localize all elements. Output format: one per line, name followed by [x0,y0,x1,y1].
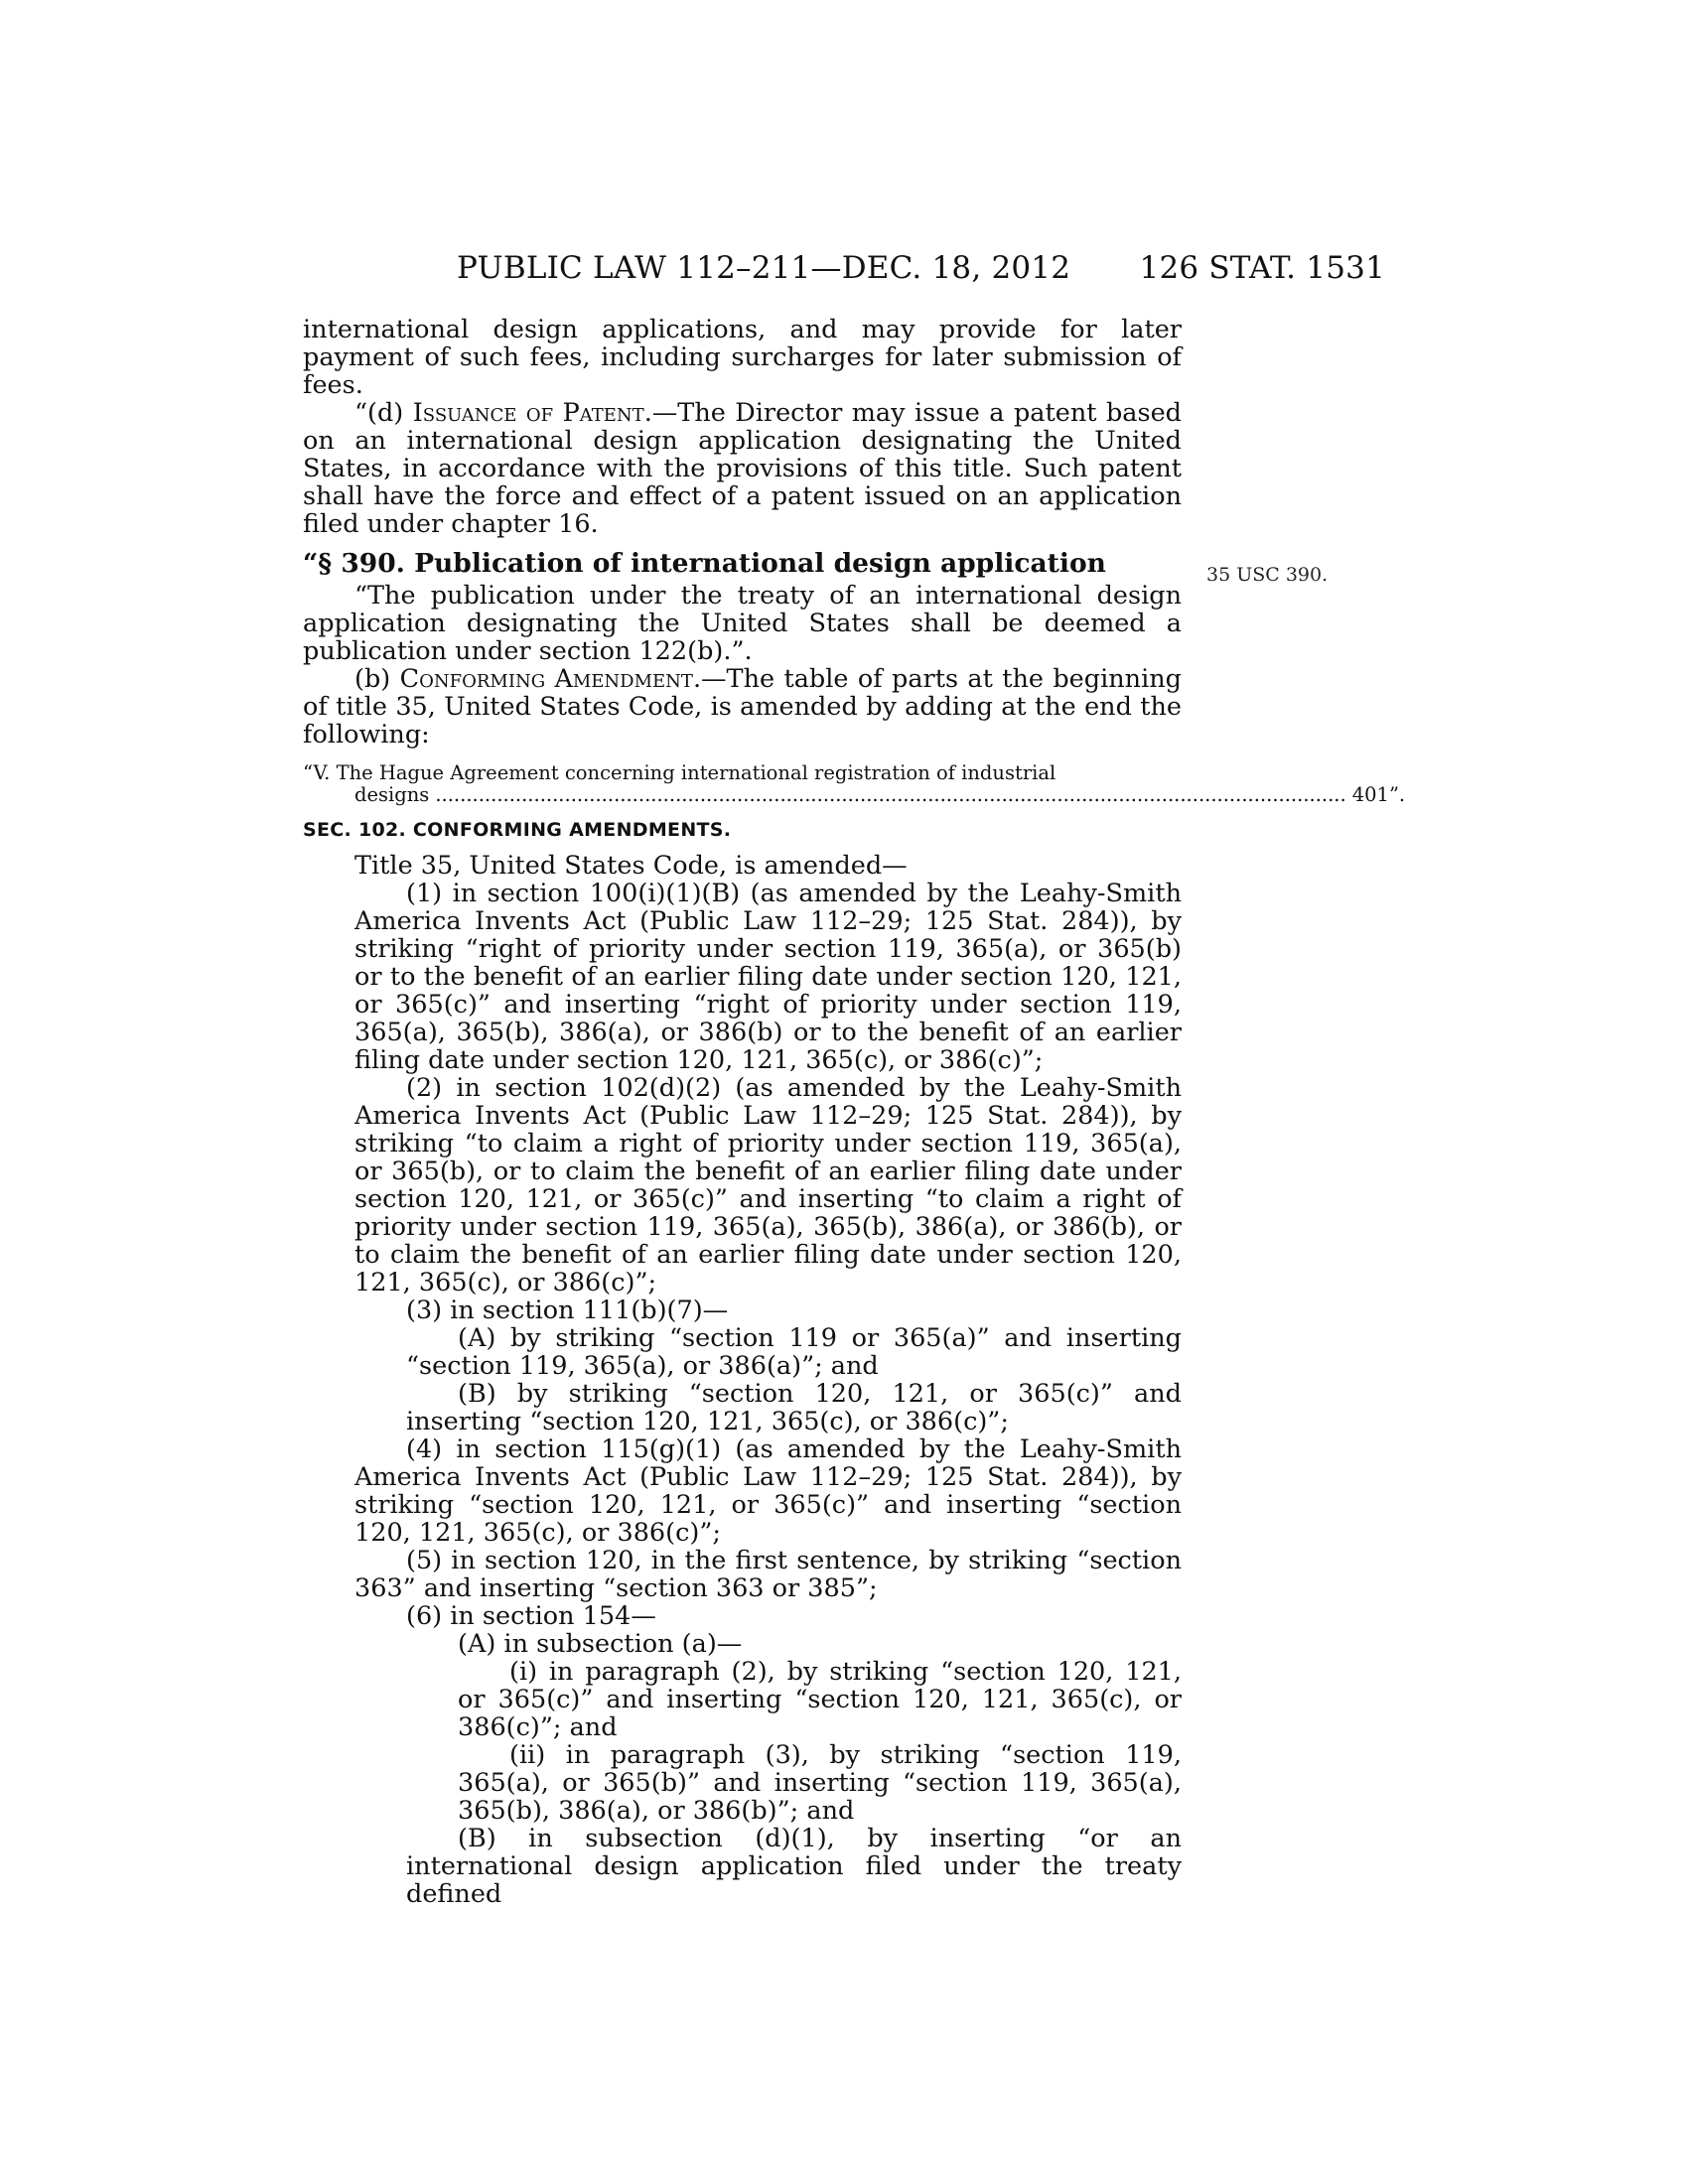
subsection-label: “(d) [354,398,413,428]
section-102-heading: SEC. 102. CONFORMING AMENDMENTS. [303,819,732,841]
table-of-parts-entry [303,761,1406,806]
paragraph-item-6a-i: (i) in paragraph (2), by striking “section 120, 121, or 365(c)” and inserting “section 120, 121, 365(c), or 386(c)”; and [458,1657,1182,1742]
paragraph-item-5: (5) in section 120, in the first sentence, by striking “section 363” and inserting “section 363 or 385”; [354,1546,1182,1603]
paragraph-issuance-of-patent [303,399,1182,538]
toc-leader-dots: .................................................................................................................................................... [435,783,1346,806]
paragraph-item-6a: (A) in subsection (a)— [458,1629,743,1659]
subsection-caption: Issuance of Patent [412,398,644,428]
header-stat-citation: 126 STAT. 1531 [1139,250,1385,286]
paragraph-conforming-amendment [303,665,1182,749]
margin-note-usc: 35 USC 390. [1206,564,1329,586]
subsection-caption: Conforming Amendment [399,664,693,694]
paragraph-item-4: (4) in section 115(g)(1) (as amended by the Leahy-Smith America Invents Act (Public Law 112–29; 125 Stat. 284)), by striking “section 120, 121, or 365(c)” and inserting “section 120, 121, 365(c), or 386(c)”; [354,1434,1182,1548]
subsection-text: .—The table of parts at the beginning of title 35, United States Code, is amended by adding at the end the following: [303,664,1182,750]
paragraph-item-6: (6) in section 154— [406,1601,656,1631]
subsection-label: (b) [354,664,400,694]
paragraph-title-35-amended: Title 35, United States Code, is amended— [354,851,908,881]
paragraph-publication: “The publication under the treaty of an international design application designating the United States shall be deemed a publication under section 122(b).”. [303,581,1182,666]
paragraph-item-1: (1) in section 100(i)(1)(B) (as amended by the Leahy-Smith America Invents Act (Public Law 112–29; 125 Stat. 284)), by striking “right of priority under section 119, 365(a), or 365(b) or to the benefit of an earlier filing date under section 120, 121, or 365(c)” and inserting “right of priority under section 119, 365(a), 365(b), 386(a), or 386(b) or to the benefit of an earlier filing date under section 120, 121, 365(c), or 386(c)”; [354,879,1182,1075]
running-header [303,250,1385,290]
paragraph-item-3a: (A) by striking “section 119 or 365(a)” and inserting “section 119, 365(a), or 386(a)”; and [406,1323,1182,1381]
paragraph-fees: international design applications, and may provide for later payment of such fees, including surcharges for later submission of fees. [303,315,1182,400]
toc-entry-word: designs [354,783,430,806]
paragraph-item-3b: (B) by striking “section 120, 121, or 365(c)” and inserting “section 120, 121, 365(c), or 386(c)”; [406,1379,1182,1436]
toc-page-number: 401”. [1351,783,1406,806]
paragraph-item-6a-ii: (ii) in paragraph (3), by striking “section 119, 365(a), or 365(b)” and inserting “section 119, 365(a), 365(b), 386(a), or 386(b)”; and [458,1740,1182,1826]
paragraph-item-2: (2) in section 102(d)(2) (as amended by the Leahy-Smith America Invents Act (Public Law 112–29; 125 Stat. 284)), by striking “to claim a right of priority under section 119, 365(a), or 365(b), or to claim the benefit of an earlier filing date under section 120, 121, or 365(c)” and inserting “to claim a right of priority under section 119, 365(a), 365(b), 386(a), or 386(b), or to claim the benefit of an earlier filing date under section 120, 121, 365(c), or 386(c)”; [354,1073,1182,1297]
toc-entry-line: “V. The Hague Agreement concerning international registration of industrial [303,761,1056,784]
header-law-citation: PUBLIC LAW 112–211—DEC. 18, 2012 [457,250,1071,286]
paragraph-item-6b: (B) in subsection (d)(1), by inserting “or an international design application filed under the treaty defined [406,1824,1182,1909]
section-390-heading: “§ 390. Publication of international design application [303,548,1106,579]
toc-entry-continuation [303,783,1406,806]
paragraph-item-3: (3) in section 111(b)(7)— [406,1296,729,1325]
subsection-text: .—The Director may issue a patent based on an international design application designating the United States, in accordance with the provisions of this title. Such patent shall have the force and effect of a patent issued on an application filed under chapter 16. [303,398,1182,539]
